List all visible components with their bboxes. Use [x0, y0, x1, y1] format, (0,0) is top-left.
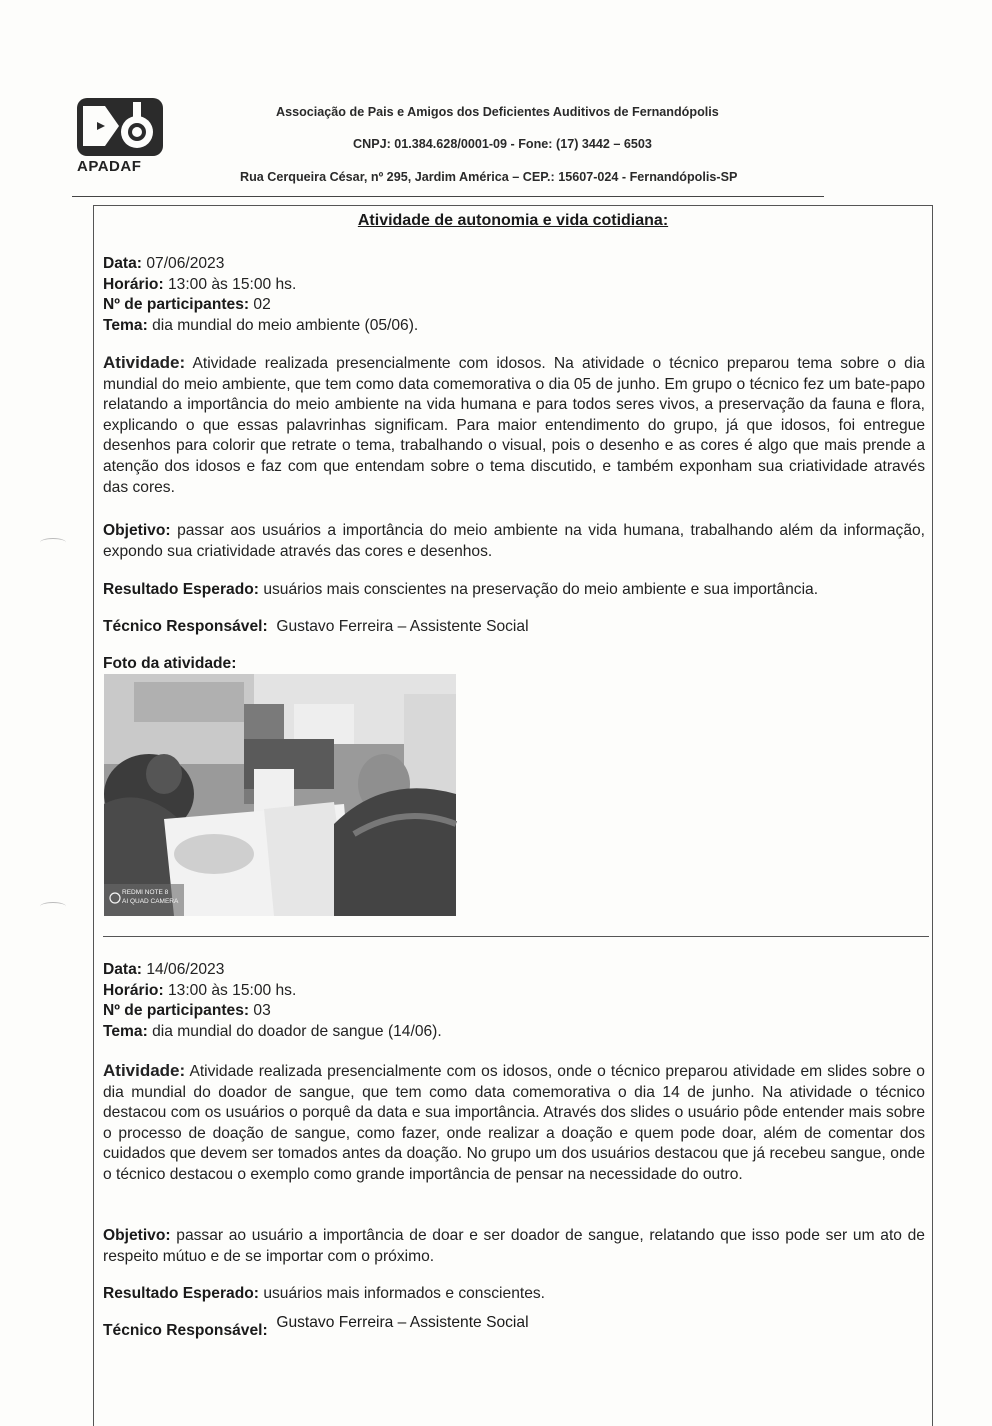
entry2-objective: Objetivo: passar ao usuário a importância de doar e ser doador de sangue, relatando que isso pode ser um ato de respeito mútuo e de se importar com o próximo.	[103, 1227, 925, 1265]
entry2-date: Data: 14/06/2023	[103, 961, 225, 978]
entry2-participants: Nº de participantes: 03	[103, 1002, 271, 1019]
entry1-activity: Atividade: Atividade realizada presencialmente com idosos. Na atividade o técnico preparou tema sobre o dia mundial do meio ambiente, que tem como data comemorativa o dia 05 de junho. Em grupo o técnico fez um bate-papo relatando a importância do meio ambiente na vida humana e para todos seres vivos, a preservação da fauna e flora, explicando o que essas palavrinhas significam. Para maior entendimento do grupo, já que idosos, foi entregue desenhos para colorir que retrate o tema, trabalhando o visual, pois o desenho e as cores é algo que mais prende a atenção dos idosos e faz com que entendam sobre o tema discutido, e também exponham sua criatividade através das cores.	[103, 353, 925, 496]
photo-watermark-1: REDMI NOTE 8	[122, 889, 169, 896]
cnpj-phone: CNPJ: 01.384.628/0001-09 - Fone: (17) 3442 – 6503	[353, 137, 652, 151]
activity-photo	[104, 674, 456, 916]
address: Rua Cerqueira César, nº 295, Jardim América – CEP.: 15607-024 - Fernandópolis-SP	[240, 170, 738, 184]
entry1-theme: Tema: dia mundial do meio ambiente (05/06).	[103, 316, 419, 334]
entry2-time: Horário: 13:00 às 15:00 hs.	[103, 981, 297, 999]
entry1-participants: Nº de participantes: 02	[103, 296, 271, 313]
entry1-time: Horário: 13:00 às 15:00 hs.	[103, 275, 297, 293]
header-divider	[72, 196, 824, 197]
entry1-objective: Objetivo: passar aos usuários a importância do meio ambiente na vida humana, trabalhando além da informação, expondo sua criatividade através das cores e desenhos.	[103, 522, 925, 560]
entry2-details	[103, 960, 925, 1042]
entry2-technician: Técnico Responsável: Gustavo Ferreira – Assistente Social	[103, 1314, 529, 1339]
logo-text: APADAF	[77, 158, 142, 175]
page-title: Atividade de autonomia e vida cotidiana:	[357, 212, 669, 229]
binder-mark	[40, 902, 66, 911]
entry-separator	[103, 936, 929, 937]
entry2-theme: Tema: dia mundial do doador de sangue (14/06).	[103, 1022, 442, 1040]
binder-mark	[40, 538, 66, 547]
photo-label: Foto da atividade:	[103, 655, 237, 672]
entry1-details	[103, 254, 925, 336]
entry1-date: Data: 07/06/2023	[103, 255, 225, 272]
entry2-activity: Atividade: Atividade realizada presencialmente com os idosos, onde o técnico preparou atividade em slides sobre o dia mundial do doador de sangue, que tem como data comemorativa o dia 14 de junho. Na atividade o técnico destacou com os usuários o porquê da data e sua importância. Através dos slides o usuário pôde entender mais sobre o processo de doação de sangue, como fazer, onde realizar a doação e quem pode doar, além de comentar dos cuidados que devem ser tomados antes da doação. No grupo um dos usuários destacou que já recebeu sangue, onde o técnico destacou o exemplo como grande importância de pensar na necessidade do outro.	[103, 1061, 925, 1183]
entry1-technician: Técnico Responsável: Gustavo Ferreira – Assistente Social	[103, 618, 529, 635]
organization-name: Associação de Pais e Amigos dos Deficientes Auditivos de Fernandópolis	[276, 105, 719, 119]
entry1-expected-result: Resultado Esperado: usuários mais conscientes na preservação do meio ambiente e sua importância.	[103, 581, 819, 598]
entry2-expected-result: Resultado Esperado: usuários mais informados e conscientes.	[103, 1285, 545, 1302]
photo-watermark-2: AI QUAD CAMERA	[122, 898, 179, 905]
